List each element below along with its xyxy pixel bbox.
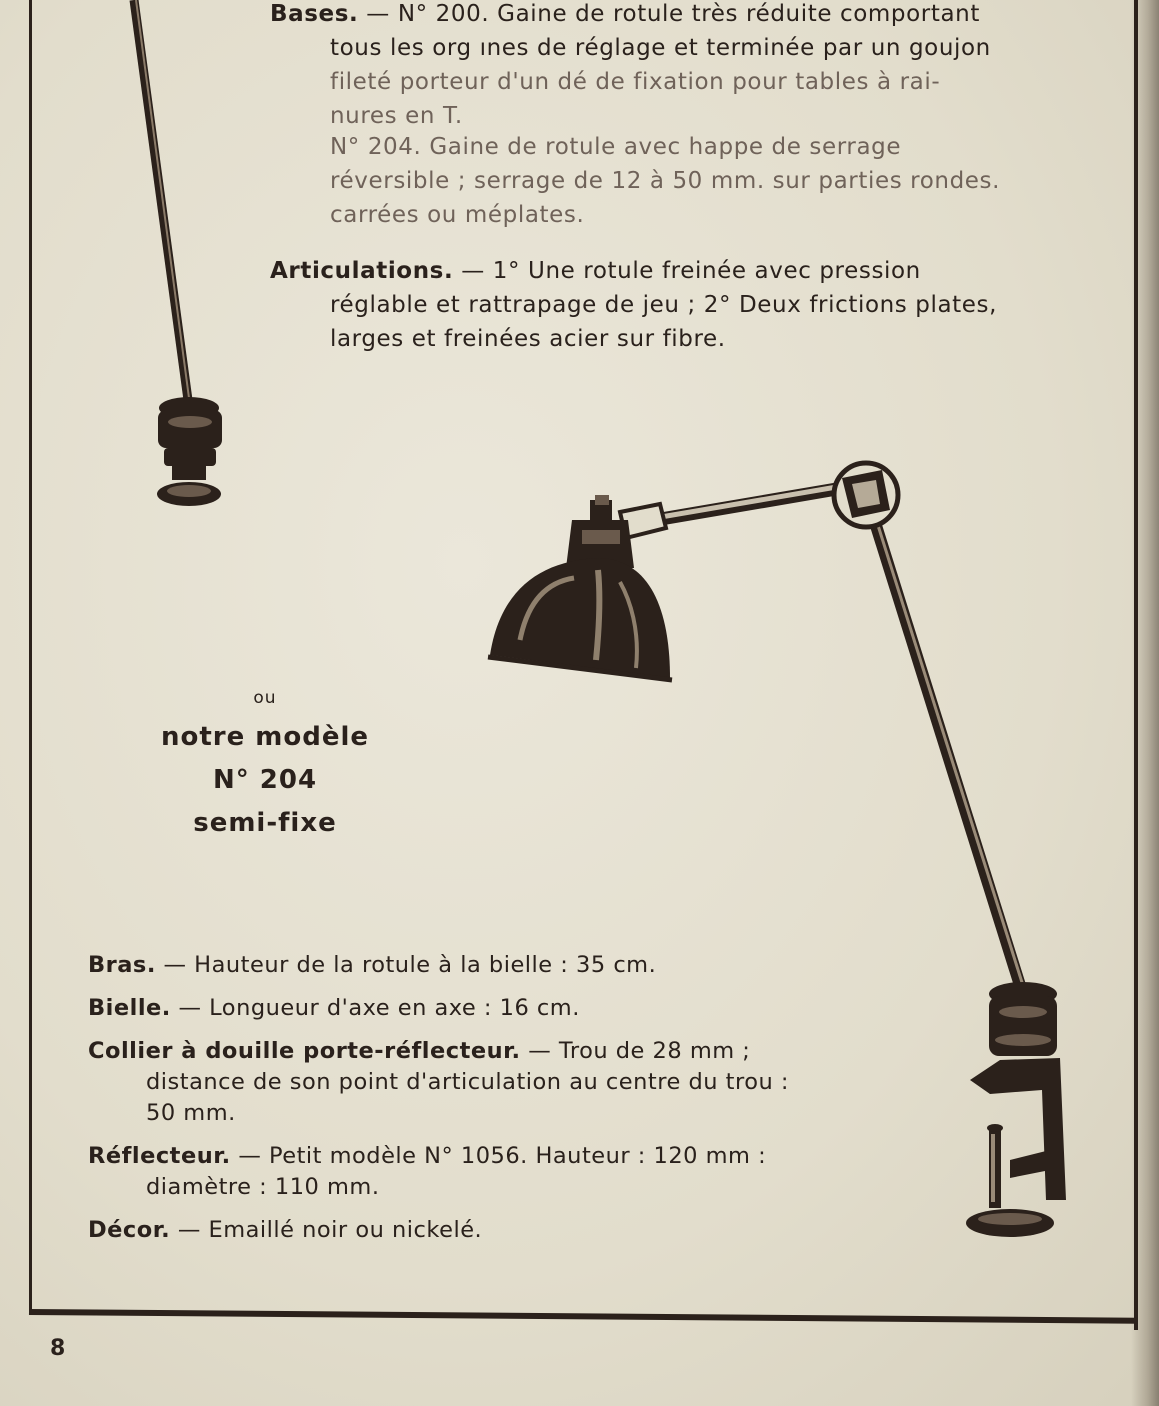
caption-line-2: N° 204 [212,765,318,795]
n204-line-2: réversible ; serrage de 12 à 50 mm. sur parties rondes. [330,168,1001,194]
bases-n204-paragraph [330,130,1070,232]
spec-decor [88,1215,888,1246]
bases-line-4: nures en T. [330,103,463,129]
spec-reflecteur-text: — Petit modèle N° 1056. Hauteur : 120 mm : [238,1143,767,1169]
bases-dash: — [366,1,390,27]
caption-line-3: semi-fixe [193,808,337,838]
caption-ou: ou [253,688,277,708]
bases-line-2: tous les org ınes de réglage et terminée par un goujon [330,35,991,61]
bases-line-1: N° 200. Gaine de rotule très réduite comportant [397,1,980,27]
n204-line-3: carrées ou méplates. [330,202,585,228]
spec-decor-text: — Emaillé noir ou nickelé. [177,1217,483,1243]
spec-collier-text: — Trou de 28 mm ; [528,1038,751,1064]
articulations-paragraph [270,254,1070,356]
bases-line-3: fileté porteur d'un dé de fixation pour tables à rai- [330,69,941,95]
spec-collier-cont-2: 50 mm. [146,1100,236,1126]
articulations-label: Articulations. [270,258,454,284]
articulations-line-1: 1° Une rotule freinée avec pression [492,258,921,284]
spec-collier [88,1036,888,1129]
page-number: 8 [50,1336,66,1361]
spec-collier-cont-1: distance de son point d'articulation au centre du trou : [146,1069,789,1095]
spec-bielle-text: — Longueur d'axe en axe : 16 cm. [178,995,580,1021]
bases-label: Bases. [270,1,359,27]
spec-bras-text: — Hauteur de la rotule à la bielle : 35 cm. [163,952,657,978]
spec-bras-label: Bras. [88,952,156,978]
bases-paragraph [270,0,1070,133]
spec-bras [88,950,888,981]
articulations-dash: — [461,258,485,284]
spec-reflecteur-label: Réflecteur. [88,1143,231,1169]
model-caption [120,688,410,845]
caption-line-1: notre modèle [160,722,370,752]
articulations-line-2: réglable et rattrapage de jeu ; 2° Deux frictions plates, [330,292,998,318]
spec-bielle-label: Bielle. [88,995,171,1021]
specifications-list [88,950,888,1258]
spec-collier-label: Collier à douille porte-réflecteur. [88,1038,521,1064]
lamp-204-fixed-illustration [134,0,222,506]
articulations-line-3: larges et freinées acier sur fibre. [330,326,726,352]
spec-bielle [88,993,888,1024]
n204-line-1: N° 204. Gaine de rotule avec happe de serrage [330,134,902,160]
spec-reflecteur-cont-1: diamètre : 110 mm. [146,1174,380,1200]
spec-reflecteur [88,1141,888,1203]
spec-decor-label: Décor. [88,1217,171,1243]
